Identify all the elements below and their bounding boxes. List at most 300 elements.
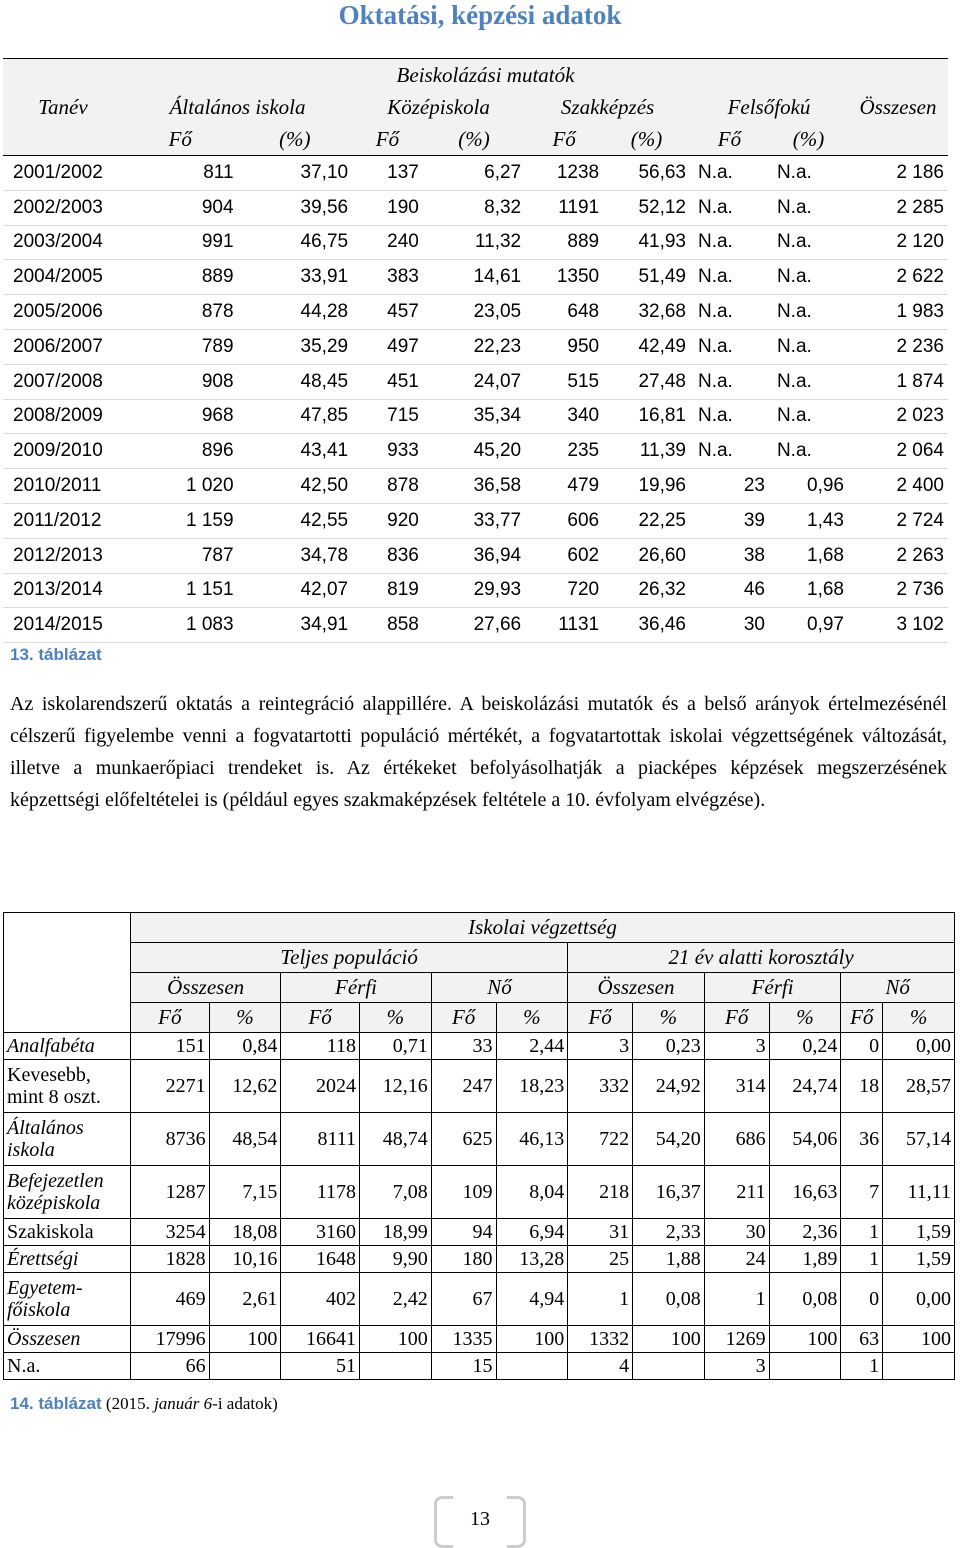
- value-cell: 18,23: [496, 1060, 568, 1113]
- value-cell: 1350: [556, 266, 600, 288]
- value-cell: 0,24: [769, 1033, 841, 1060]
- group-header: Teljes populáció: [131, 943, 568, 973]
- value-cell: 811: [203, 161, 234, 183]
- value-cell: 36,94: [473, 544, 522, 566]
- value-cell: 2 263: [896, 544, 944, 566]
- value-cell: 27,66: [473, 614, 522, 636]
- value-cell: 340: [567, 405, 600, 427]
- value-cell: 240: [387, 231, 419, 253]
- value-cell: 51,49: [638, 266, 686, 288]
- value-cell: 39,56: [300, 196, 349, 218]
- value-cell: N.a.: [697, 335, 733, 357]
- value-cell: 789: [201, 335, 234, 357]
- value-cell: 1648: [281, 1246, 360, 1273]
- value-cell: 457: [387, 301, 419, 323]
- value-cell: N.a.: [776, 266, 812, 288]
- value-cell: 22,23: [473, 335, 522, 357]
- value-cell: 63: [841, 1326, 883, 1353]
- value-cell: 0,97: [807, 614, 844, 636]
- value-cell: 819: [387, 579, 419, 601]
- value-cell: 6,27: [484, 161, 522, 183]
- value-cell: 8,04: [496, 1166, 568, 1219]
- value-cell: 42,55: [300, 509, 349, 531]
- value-cell: 28,57: [883, 1060, 955, 1113]
- value-cell: 8,32: [484, 196, 522, 218]
- value-cell: 602: [567, 544, 600, 566]
- value-cell: 2 023: [896, 405, 944, 427]
- value-cell: 218: [568, 1166, 633, 1219]
- body-paragraph: Az iskolarendszerű oktatás a reintegráció alappillére. A beiskolázási mutatók és a belső arányok értelmezésénél célszerű figyelembe venni a fogvatartotti populáció mértékét, a fogvatartottak iskolai végzettségének változását, illetve a munkaerőpiaci trendeket is. Az értékeket befolyásolhatják a piacképes képzések megszerzésének képzettségi előfeltételei is (például egyes szakmaképzések feltétele a 10. évfolyam elvégzése).: [10, 693, 947, 811]
- value-cell: 100: [769, 1326, 841, 1353]
- value-cell: 51: [281, 1353, 360, 1380]
- value-cell: 16,63: [769, 1166, 841, 1219]
- value-cell: 47,85: [300, 405, 349, 427]
- value-cell: 2 285: [896, 196, 944, 218]
- value-cell: 3: [568, 1033, 633, 1060]
- table-row: [3, 538, 948, 573]
- table-row: [3, 399, 948, 434]
- value-cell: 1,68: [807, 544, 844, 566]
- value-cell: 23: [743, 475, 765, 497]
- unit-header: %: [883, 1003, 955, 1033]
- school-header: Szakképzés: [525, 91, 690, 123]
- value-cell: 190: [387, 196, 419, 218]
- unit-header: Fő: [690, 123, 769, 156]
- value-cell: 34,91: [300, 614, 349, 636]
- value-cell: N.a.: [697, 196, 733, 218]
- education-level-table: [3, 912, 955, 1380]
- unit-header: %: [633, 1003, 705, 1033]
- unit-header: Fő: [123, 123, 238, 156]
- subgroup-header: Összesen: [568, 973, 705, 1003]
- value-cell: 10,16: [209, 1246, 281, 1273]
- value-cell: 1 083: [185, 614, 234, 636]
- value-cell: 1335: [431, 1326, 496, 1353]
- value-cell: N.a.: [776, 405, 812, 427]
- unit-header: Fő: [568, 1003, 633, 1033]
- table-row: [4, 1246, 955, 1273]
- value-cell: N.a.: [776, 301, 812, 323]
- value-cell: 904: [201, 196, 234, 218]
- value-cell: 4: [568, 1353, 633, 1380]
- value-cell: 33,91: [300, 266, 349, 288]
- value-cell: 2 120: [896, 231, 944, 253]
- value-cell: 878: [387, 475, 419, 497]
- value-cell: 1: [704, 1273, 769, 1326]
- value-cell: 15: [431, 1353, 496, 1380]
- value-cell: 0,00: [883, 1273, 955, 1326]
- value-cell: 6,94: [496, 1219, 568, 1246]
- group-header: Beiskolázási mutatók: [123, 59, 848, 92]
- value-cell: 858: [387, 614, 419, 636]
- value-cell: 100: [496, 1326, 568, 1353]
- value-cell: 42,50: [300, 475, 349, 497]
- unit-header: (%): [238, 123, 353, 156]
- value-cell: 402: [281, 1273, 360, 1326]
- value-cell: 54,06: [769, 1113, 841, 1166]
- value-cell: 16,37: [633, 1166, 705, 1219]
- value-cell: N.a.: [697, 440, 733, 462]
- value-cell: 41,93: [638, 231, 686, 253]
- value-cell: 4,94: [496, 1273, 568, 1326]
- value-cell: 18: [841, 1060, 883, 1113]
- value-cell: 1: [841, 1219, 883, 1246]
- value-cell: 1 874: [896, 370, 944, 392]
- value-cell: 908: [201, 370, 234, 392]
- value-cell: 2,44: [496, 1033, 568, 1060]
- value-cell: N.a.: [697, 301, 733, 323]
- value-cell: 2 400: [896, 475, 944, 497]
- value-cell: 2,33: [633, 1219, 705, 1246]
- year-cell: 2005/2006: [13, 301, 103, 323]
- value-cell: 836: [387, 544, 419, 566]
- value-cell: 2 724: [896, 509, 944, 531]
- unit-header: Fő: [841, 1003, 883, 1033]
- value-cell: 991: [201, 231, 234, 253]
- subgroup-header: Férfi: [704, 973, 841, 1003]
- value-cell: 7: [841, 1166, 883, 1219]
- value-cell: 0: [841, 1273, 883, 1326]
- value-cell: 1,68: [807, 579, 844, 601]
- value-cell: N.a.: [697, 266, 733, 288]
- table-row: [4, 1219, 955, 1246]
- value-cell: N.a.: [776, 161, 812, 183]
- row-label: Analfabéta: [4, 1033, 131, 1060]
- value-cell: 1 020: [185, 475, 234, 497]
- value-cell: 383: [387, 266, 419, 288]
- table-row: [4, 1326, 955, 1353]
- table1-caption: 13. táblázat: [10, 645, 102, 664]
- year-cell: 2003/2004: [13, 231, 103, 253]
- value-cell: 0,00: [883, 1033, 955, 1060]
- value-cell: 26,32: [638, 579, 686, 601]
- value-cell: 9,90: [359, 1246, 431, 1273]
- value-cell: 12,16: [359, 1060, 431, 1113]
- value-cell: 43,41: [300, 440, 349, 462]
- total-header: Összesen: [848, 59, 948, 156]
- value-cell: 100: [633, 1326, 705, 1353]
- value-cell: 2 186: [896, 161, 944, 183]
- unit-header: %: [209, 1003, 281, 1033]
- value-cell: 46,13: [496, 1113, 568, 1166]
- caption-rest-2: -i adatok): [212, 1394, 278, 1413]
- table-row: [3, 364, 948, 399]
- value-cell: 0,08: [633, 1273, 705, 1326]
- table-row: [4, 1060, 955, 1113]
- value-cell: 0,96: [807, 475, 844, 497]
- value-cell: 0,71: [359, 1033, 431, 1060]
- empty-corner: [4, 913, 131, 1033]
- value-cell: N.a.: [697, 370, 733, 392]
- value-cell: 3: [704, 1033, 769, 1060]
- row-label: N.a.: [4, 1353, 131, 1380]
- value-cell: 46: [743, 579, 765, 601]
- table-row: [4, 1033, 955, 1060]
- unit-header: Fő: [281, 1003, 360, 1033]
- value-cell: 648: [567, 301, 600, 323]
- table2-caption-label: 14. táblázat: [10, 1394, 102, 1413]
- value-cell: N.a.: [697, 161, 733, 183]
- value-cell: 30: [743, 614, 765, 636]
- value-cell: 137: [387, 161, 419, 183]
- value-cell: 109: [431, 1166, 496, 1219]
- value-cell: 32,68: [638, 301, 686, 323]
- value-cell: 7,15: [209, 1166, 281, 1219]
- value-cell: 19,96: [638, 475, 686, 497]
- table-row: [3, 469, 948, 504]
- value-cell: 1 159: [185, 509, 234, 531]
- subgroup-header: Férfi: [281, 973, 431, 1003]
- value-cell: 24,07: [473, 370, 522, 392]
- value-cell: 968: [201, 405, 234, 427]
- value-cell: 37,10: [300, 161, 349, 183]
- value-cell: 42,49: [638, 335, 686, 357]
- page-footer: [430, 1496, 530, 1544]
- subgroup-header: Nő: [841, 973, 955, 1003]
- value-cell: 180: [431, 1246, 496, 1273]
- value-cell: 26,60: [638, 544, 686, 566]
- value-cell: 39: [743, 509, 765, 531]
- value-cell: N.a.: [776, 335, 812, 357]
- value-cell: 42,07: [300, 579, 349, 601]
- value-cell: 625: [431, 1113, 496, 1166]
- value-cell: [633, 1353, 705, 1380]
- year-cell: 2007/2008: [13, 370, 103, 392]
- table2-caption: [10, 1394, 278, 1414]
- value-cell: 889: [201, 266, 234, 288]
- value-cell: 0,84: [209, 1033, 281, 1060]
- value-cell: 52,12: [638, 196, 686, 218]
- table-row: [3, 573, 948, 608]
- unit-header: %: [359, 1003, 431, 1033]
- value-cell: 33: [431, 1033, 496, 1060]
- value-cell: 30: [704, 1219, 769, 1246]
- page-number: 13: [470, 1508, 490, 1530]
- value-cell: [209, 1353, 281, 1380]
- value-cell: 0,08: [769, 1273, 841, 1326]
- table-row: [4, 1113, 955, 1166]
- table-row: [3, 608, 948, 643]
- value-cell: 46,75: [300, 231, 349, 253]
- table-row: [3, 190, 948, 225]
- value-cell: 48,74: [359, 1113, 431, 1166]
- value-cell: 2024: [281, 1060, 360, 1113]
- value-cell: 2,36: [769, 1219, 841, 1246]
- enrollment-table: [3, 58, 948, 643]
- value-cell: [769, 1353, 841, 1380]
- year-cell: 2011/2012: [13, 509, 102, 531]
- year-cell: 2012/2013: [13, 544, 103, 566]
- group-header: 21 év alatti korosztály: [568, 943, 955, 973]
- value-cell: 1332: [568, 1326, 633, 1353]
- unit-header: (%): [603, 123, 690, 156]
- year-cell: 2004/2005: [13, 266, 103, 288]
- value-cell: [496, 1353, 568, 1380]
- value-cell: 722: [568, 1113, 633, 1166]
- value-cell: 235: [567, 440, 600, 462]
- table-row: [4, 1273, 955, 1326]
- value-cell: 45,20: [473, 440, 522, 462]
- unit-header: %: [496, 1003, 568, 1033]
- value-cell: 497: [387, 335, 419, 357]
- value-cell: 94: [431, 1219, 496, 1246]
- value-cell: 3 102: [896, 614, 944, 636]
- table-row: [3, 329, 948, 364]
- value-cell: 0,23: [633, 1033, 705, 1060]
- year-cell: 2009/2010: [13, 440, 103, 462]
- value-cell: 2271: [131, 1060, 210, 1113]
- value-cell: 8736: [131, 1113, 210, 1166]
- value-cell: 33,77: [473, 509, 522, 531]
- school-header: Középiskola: [352, 91, 525, 123]
- value-cell: N.a.: [776, 440, 812, 462]
- school-header: Felsőfokú: [690, 91, 848, 123]
- caption-italic: január 6: [154, 1394, 213, 1413]
- row-label: Általános iskola: [4, 1113, 131, 1166]
- value-cell: 3160: [281, 1219, 360, 1246]
- unit-header: (%): [769, 123, 848, 156]
- value-cell: 889: [567, 231, 600, 253]
- value-cell: 48,54: [209, 1113, 281, 1166]
- value-cell: N.a.: [776, 196, 812, 218]
- table-row: [4, 1353, 955, 1380]
- value-cell: 54,20: [633, 1113, 705, 1166]
- value-cell: 1 983: [896, 301, 944, 323]
- value-cell: 451: [387, 370, 419, 392]
- value-cell: 0: [841, 1033, 883, 1060]
- row-label: Kevesebb, mint 8 oszt.: [4, 1060, 131, 1113]
- value-cell: 14,61: [473, 266, 522, 288]
- value-cell: 1,88: [633, 1246, 705, 1273]
- value-cell: 25: [568, 1246, 633, 1273]
- unit-header: Fő: [431, 1003, 496, 1033]
- value-cell: 1,59: [883, 1246, 955, 1273]
- value-cell: 1: [841, 1353, 883, 1380]
- value-cell: 11,11: [883, 1166, 955, 1219]
- value-cell: 12,62: [209, 1060, 281, 1113]
- value-cell: 100: [209, 1326, 281, 1353]
- value-cell: 23,05: [473, 301, 522, 323]
- subgroup-header: Nő: [431, 973, 568, 1003]
- value-cell: 1: [568, 1273, 633, 1326]
- value-cell: 2 064: [896, 440, 944, 462]
- year-header: Tanév: [3, 59, 123, 156]
- value-cell: 1,43: [807, 509, 844, 531]
- year-cell: 2002/2003: [13, 196, 103, 218]
- value-cell: 479: [567, 475, 600, 497]
- year-cell: 2001/2002: [13, 161, 103, 183]
- value-cell: N.a.: [776, 370, 812, 392]
- value-cell: 38: [743, 544, 765, 566]
- value-cell: 36,58: [473, 475, 522, 497]
- value-cell: 920: [387, 509, 419, 531]
- value-cell: [883, 1353, 955, 1380]
- value-cell: 720: [567, 579, 600, 601]
- value-cell: 48,45: [300, 370, 349, 392]
- value-cell: 606: [567, 509, 600, 531]
- value-cell: N.a.: [697, 405, 733, 427]
- value-cell: 247: [431, 1060, 496, 1113]
- value-cell: 13,28: [496, 1246, 568, 1273]
- table-row: [3, 260, 948, 295]
- value-cell: 24,74: [769, 1060, 841, 1113]
- value-cell: 16,81: [638, 405, 686, 427]
- value-cell: 7,08: [359, 1166, 431, 1219]
- value-cell: 1: [841, 1246, 883, 1273]
- value-cell: 1,89: [769, 1246, 841, 1273]
- value-cell: 686: [704, 1113, 769, 1166]
- value-cell: 878: [201, 301, 234, 323]
- year-cell: 2010/2011: [13, 475, 102, 497]
- value-cell: 27,48: [638, 370, 686, 392]
- table-row: [3, 225, 948, 260]
- table-row: [3, 156, 948, 191]
- year-cell: 2006/2007: [13, 335, 103, 357]
- value-cell: 24,92: [633, 1060, 705, 1113]
- value-cell: 100: [883, 1326, 955, 1353]
- table-row: [4, 1166, 955, 1219]
- row-label: Egyetem-főiskola: [4, 1273, 131, 1326]
- year-cell: 2013/2014: [13, 579, 103, 601]
- subgroup-header: Összesen: [131, 973, 281, 1003]
- caption-rest-1: (2015.: [101, 1394, 155, 1413]
- value-cell: 36,46: [638, 614, 686, 636]
- value-cell: 314: [704, 1060, 769, 1113]
- value-cell: 2,42: [359, 1273, 431, 1326]
- value-cell: 715: [387, 405, 419, 427]
- value-cell: 34,78: [300, 544, 349, 566]
- value-cell: 1828: [131, 1246, 210, 1273]
- page-title: Oktatási, képzési adatok: [338, 0, 622, 30]
- value-cell: 1,59: [883, 1219, 955, 1246]
- value-cell: 1238: [556, 161, 600, 183]
- value-cell: 16641: [281, 1326, 360, 1353]
- value-cell: 2,61: [209, 1273, 281, 1326]
- unit-header: %: [769, 1003, 841, 1033]
- row-label: Érettségi: [4, 1246, 131, 1273]
- value-cell: 36: [841, 1113, 883, 1166]
- table2-title: Iskolai végzettség: [131, 913, 955, 943]
- value-cell: 787: [201, 544, 234, 566]
- value-cell: 3: [704, 1353, 769, 1380]
- value-cell: 469: [131, 1273, 210, 1326]
- value-cell: [359, 1353, 431, 1380]
- value-cell: N.a.: [697, 231, 733, 253]
- value-cell: 31: [568, 1219, 633, 1246]
- value-cell: 11,39: [639, 440, 686, 462]
- year-cell: 2014/2015: [13, 614, 103, 636]
- school-header: Általános iskola: [123, 91, 352, 123]
- value-cell: 57,14: [883, 1113, 955, 1166]
- value-cell: 896: [201, 440, 234, 462]
- value-cell: 11,32: [474, 231, 522, 253]
- value-cell: 933: [387, 440, 419, 462]
- value-cell: 515: [567, 370, 600, 392]
- value-cell: 1287: [131, 1166, 210, 1219]
- unit-header: Fő: [704, 1003, 769, 1033]
- row-label: Befejezetlen középiskola: [4, 1166, 131, 1219]
- value-cell: 22,25: [638, 509, 686, 531]
- value-cell: 29,93: [473, 579, 522, 601]
- value-cell: 67: [431, 1273, 496, 1326]
- value-cell: 1 151: [185, 579, 234, 601]
- value-cell: N.a.: [776, 231, 812, 253]
- table-row: [3, 295, 948, 330]
- value-cell: 1131: [558, 614, 600, 636]
- value-cell: 3254: [131, 1219, 210, 1246]
- unit-header: Fő: [131, 1003, 210, 1033]
- value-cell: 24: [704, 1246, 769, 1273]
